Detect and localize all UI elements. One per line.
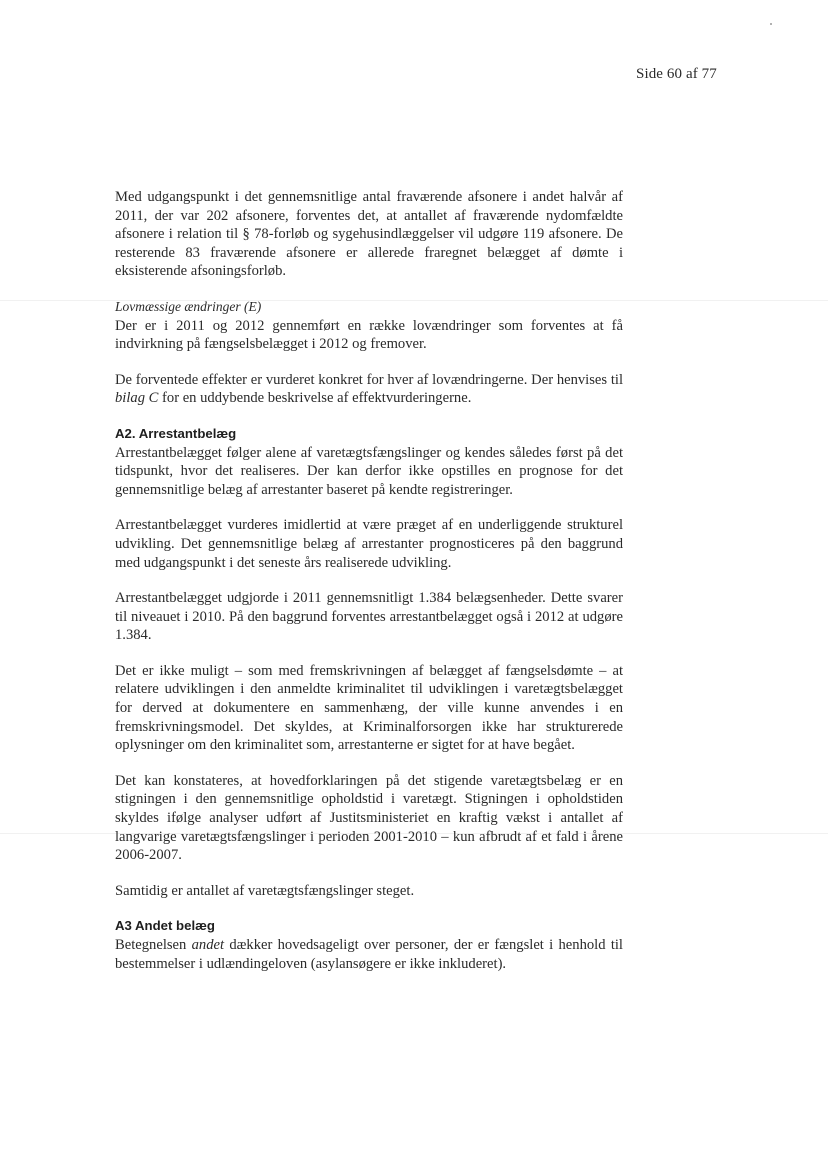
appendix-reference: bilag C [115,390,159,407]
scan-speck [770,23,772,25]
subheading-law-changes: Lovmæssige ændringer (E) [115,298,262,314]
paragraph-main-explanation: Det kan konstateres, at hovedforklaringen på det stigende varetægtsbelæg er en stigningen i den gennemsnitlige opholdstid i varetægt. Stigningen i opholdstiden skyldes ifølge analyser udført af Justitsministeriet en kraftig vækst i antallet af langvarige varetægtsfængslinger i perioden 2001-2010 – kun afbrudt af et fald i årene 2006-2007. [115,772,623,864]
paragraph-expected-effects [115,371,623,408]
paragraph-no-correlation: Det er ikke muligt – som med fremskrivningen af belægget af fængselsdømte – at relatere udviklingen i den anmeldte kriminalitet til udviklingen i varetægtsbelægget for derved at dokumentere en sammenhæng, der ville kunne anvendes i en fremskrivningsmodel. Det skyldes, at Kriminalforsorgen ikke har strukturerede oplysninger om den kriminalitet som, arrestanterne er sigtet for at have begået. [115,662,623,754]
italic-term: andet [191,937,225,953]
paragraph-other-occupancy [115,936,623,973]
text-run: dækker hovedsageligt over personer, der er fængslet i henhold til bestemmelser i udlændingeloven (asylansøgere er ikke inkluderet). [115,937,623,972]
document-body [115,188,623,973]
text-run: De forventede effekter er vurderet konkret for hver af lovændringerne. Der henvises til [115,371,623,388]
paragraph-custody-increase: Samtidig er antallet af varetægtsfængslinger steget. [115,882,415,899]
text-run: for en uddybende beskrivelse af effektvurderingerne. [158,390,472,407]
paragraph-law-changes: Der er i 2011 og 2012 gennemført en række lovændringer som forventes at få indvirkning på fængselsbelægget i 2012 og fremover. [115,317,623,353]
paragraph-absent-inmates: Med udgangspunkt i det gennemsnitlige antal fraværende afsonere i andet halvår af 2011, der var 202 afsonere, forventes det, at antallet af fraværende nydomfældte afsonere i relation til § 78-forløb og sygehusindlæggelser vil udgøre 119 afsonere. De resterende 83 fraværende afsonere er allerede fraregnet belægget af dømte i eksisterende afsoningsforløb. [115,189,623,280]
paragraph-detainee-occupancy: Arrestantbelægget følger alene af varetægtsfængslinger og kendes således først på det tidspunkt, hvor det realiseres. Der kan derfor ikke opstilles en prognose for det gennemsnitlige belæg af arrestanter baseret på kendte registreringer. [115,444,623,498]
paragraph-structural-development: Arrestantbelægget vurderes imidlertid at være præget af en underliggende strukturel udvikling. Det gennemsnitlige belæg af arrestanter prognosticeres på den baggrund med udgangspunkt i det seneste års realiserede udvikling. [115,517,623,571]
text-run: Betegnelsen [115,937,192,953]
page-number: Side 60 af 77 [636,66,717,82]
section-heading-a2: A2. Arrestantbelæg [115,425,237,441]
section-heading-a3: A3 Andet belæg [115,918,215,934]
paragraph-occupancy-2011: Arrestantbelægget udgjorde i 2011 gennemsnitligt 1.384 belægsenheder. Dette svarer til niveauet i 2010. På den baggrund forventes arrestantbelægget også i 2012 at udgøre 1.384. [115,590,623,644]
